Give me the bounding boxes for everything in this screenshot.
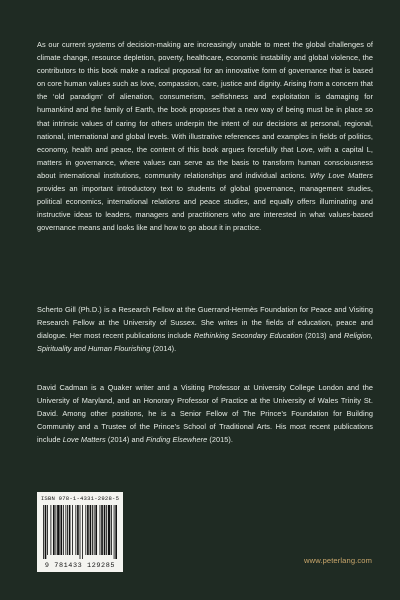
barcode-bar xyxy=(106,505,107,555)
bio-text: (2013) and xyxy=(302,331,344,341)
description-text-continued: provides an important introductory text to students of global governance, management studies, political economics, international relations and peace studies, and equally offers illuminating and instructive ideas to leaders, managers and practitioners who are interested in what values-based governance means and looks like and how to go about it in practice. xyxy=(37,184,373,233)
author-bio-gill xyxy=(37,303,373,355)
barcode-bar xyxy=(60,505,62,555)
barcode-bar xyxy=(87,505,89,555)
bio-text: (2014). xyxy=(150,344,177,354)
barcode-bar xyxy=(108,505,110,555)
barcode-bar xyxy=(55,505,56,555)
barcode-bar xyxy=(85,505,86,555)
barcode-bar xyxy=(101,505,103,555)
barcode-bar xyxy=(90,505,92,555)
barcode-bar xyxy=(47,505,48,555)
book-description xyxy=(37,38,373,234)
bio-text: Scherto Gill (Ph.D.) is a Research Fellow at the Guerrand-Hermès Foundation for Peace and Visiting Research Fellow at the University of Sussex. She writes in the fields of education, peace and dialogue. Her most recent publications include xyxy=(37,305,373,341)
barcode-bar xyxy=(69,505,71,555)
description-text: As our current systems of decision-making are increasingly unable to meet the global challenges of climate change, resource depletion, poverty, healthcare, economic instability and global violence, the contributors to this book make a radical proposal for an innovative form of governance that is based on core human values such as love, compassion, care, justice and dignity. Arising from a concern that the ‘old paradigm’ of alienation, consumerism, selfishness and exploitation is damaging for humankind and the family of Earth, the book proposes that a new way of being must be in place so that intrinsic values of caring for others underpin the intent of our decisions at personal, regional, national, international and global levels. With illustrative references and examples in fields of politics, economy, health and peace, the content of this book argues forcefully that Love, with a capital L, matters in governance, where values can serve as the basis to transform human consciousness about international institutions, community relationships and individual actions. xyxy=(37,40,373,180)
barcode-bar xyxy=(45,505,47,559)
barcode-bar xyxy=(92,505,93,555)
bio-text: (2015). xyxy=(207,435,233,445)
barcode-bar xyxy=(53,505,55,555)
barcode-bar xyxy=(95,505,97,555)
barcode-bar xyxy=(57,505,59,555)
barcode-digits: 9 781433 129285 xyxy=(44,562,116,570)
barcode-bar xyxy=(77,505,79,555)
barcode-bar xyxy=(67,505,68,555)
barcode-bar xyxy=(104,505,106,555)
barcode-bar xyxy=(75,505,76,555)
isbn-label: ISBN 978-1-4331-2928-5 xyxy=(40,495,120,502)
bio-text: (2014) and xyxy=(105,435,146,445)
barcode-bar xyxy=(43,505,44,559)
barcode-bar xyxy=(50,505,51,555)
barcode-bar xyxy=(111,505,112,555)
barcode-bar xyxy=(94,505,95,555)
publication-title: Religion, Spirituality and Human Flourishing xyxy=(37,331,373,354)
publisher-website[interactable]: www.peterlang.com xyxy=(304,556,372,565)
publication-title: Love Matters xyxy=(62,435,106,445)
publication-title: Finding Elsewhere xyxy=(145,435,208,445)
barcode-bar xyxy=(80,505,81,559)
barcode-bar xyxy=(72,505,73,555)
publication-title: Rethinking Secondary Education xyxy=(193,331,303,341)
book-title-italic: Why Love Matters xyxy=(309,170,373,180)
barcode-bar xyxy=(65,505,66,555)
barcode-bar xyxy=(114,505,115,559)
isbn-barcode xyxy=(37,492,123,572)
bio-text: David Cadman is a Quaker writer and a Visiting Professor at University College London and the University of Maryland, and an Honorary Professor of Practice at the University of Wales Trinity St. David. Among other positions, he is a Senior Fellow of The Prince’s Foundation for Building Community and a Trustee of the Prince’s School of Traditional Arts. His most recent publications include xyxy=(37,383,373,445)
barcode-bars xyxy=(41,505,119,559)
barcode-bar xyxy=(100,505,101,555)
barcode-bar xyxy=(82,505,83,559)
barcode-bar xyxy=(63,505,64,555)
barcode-bar xyxy=(115,505,117,559)
author-bio-cadman xyxy=(37,381,373,446)
